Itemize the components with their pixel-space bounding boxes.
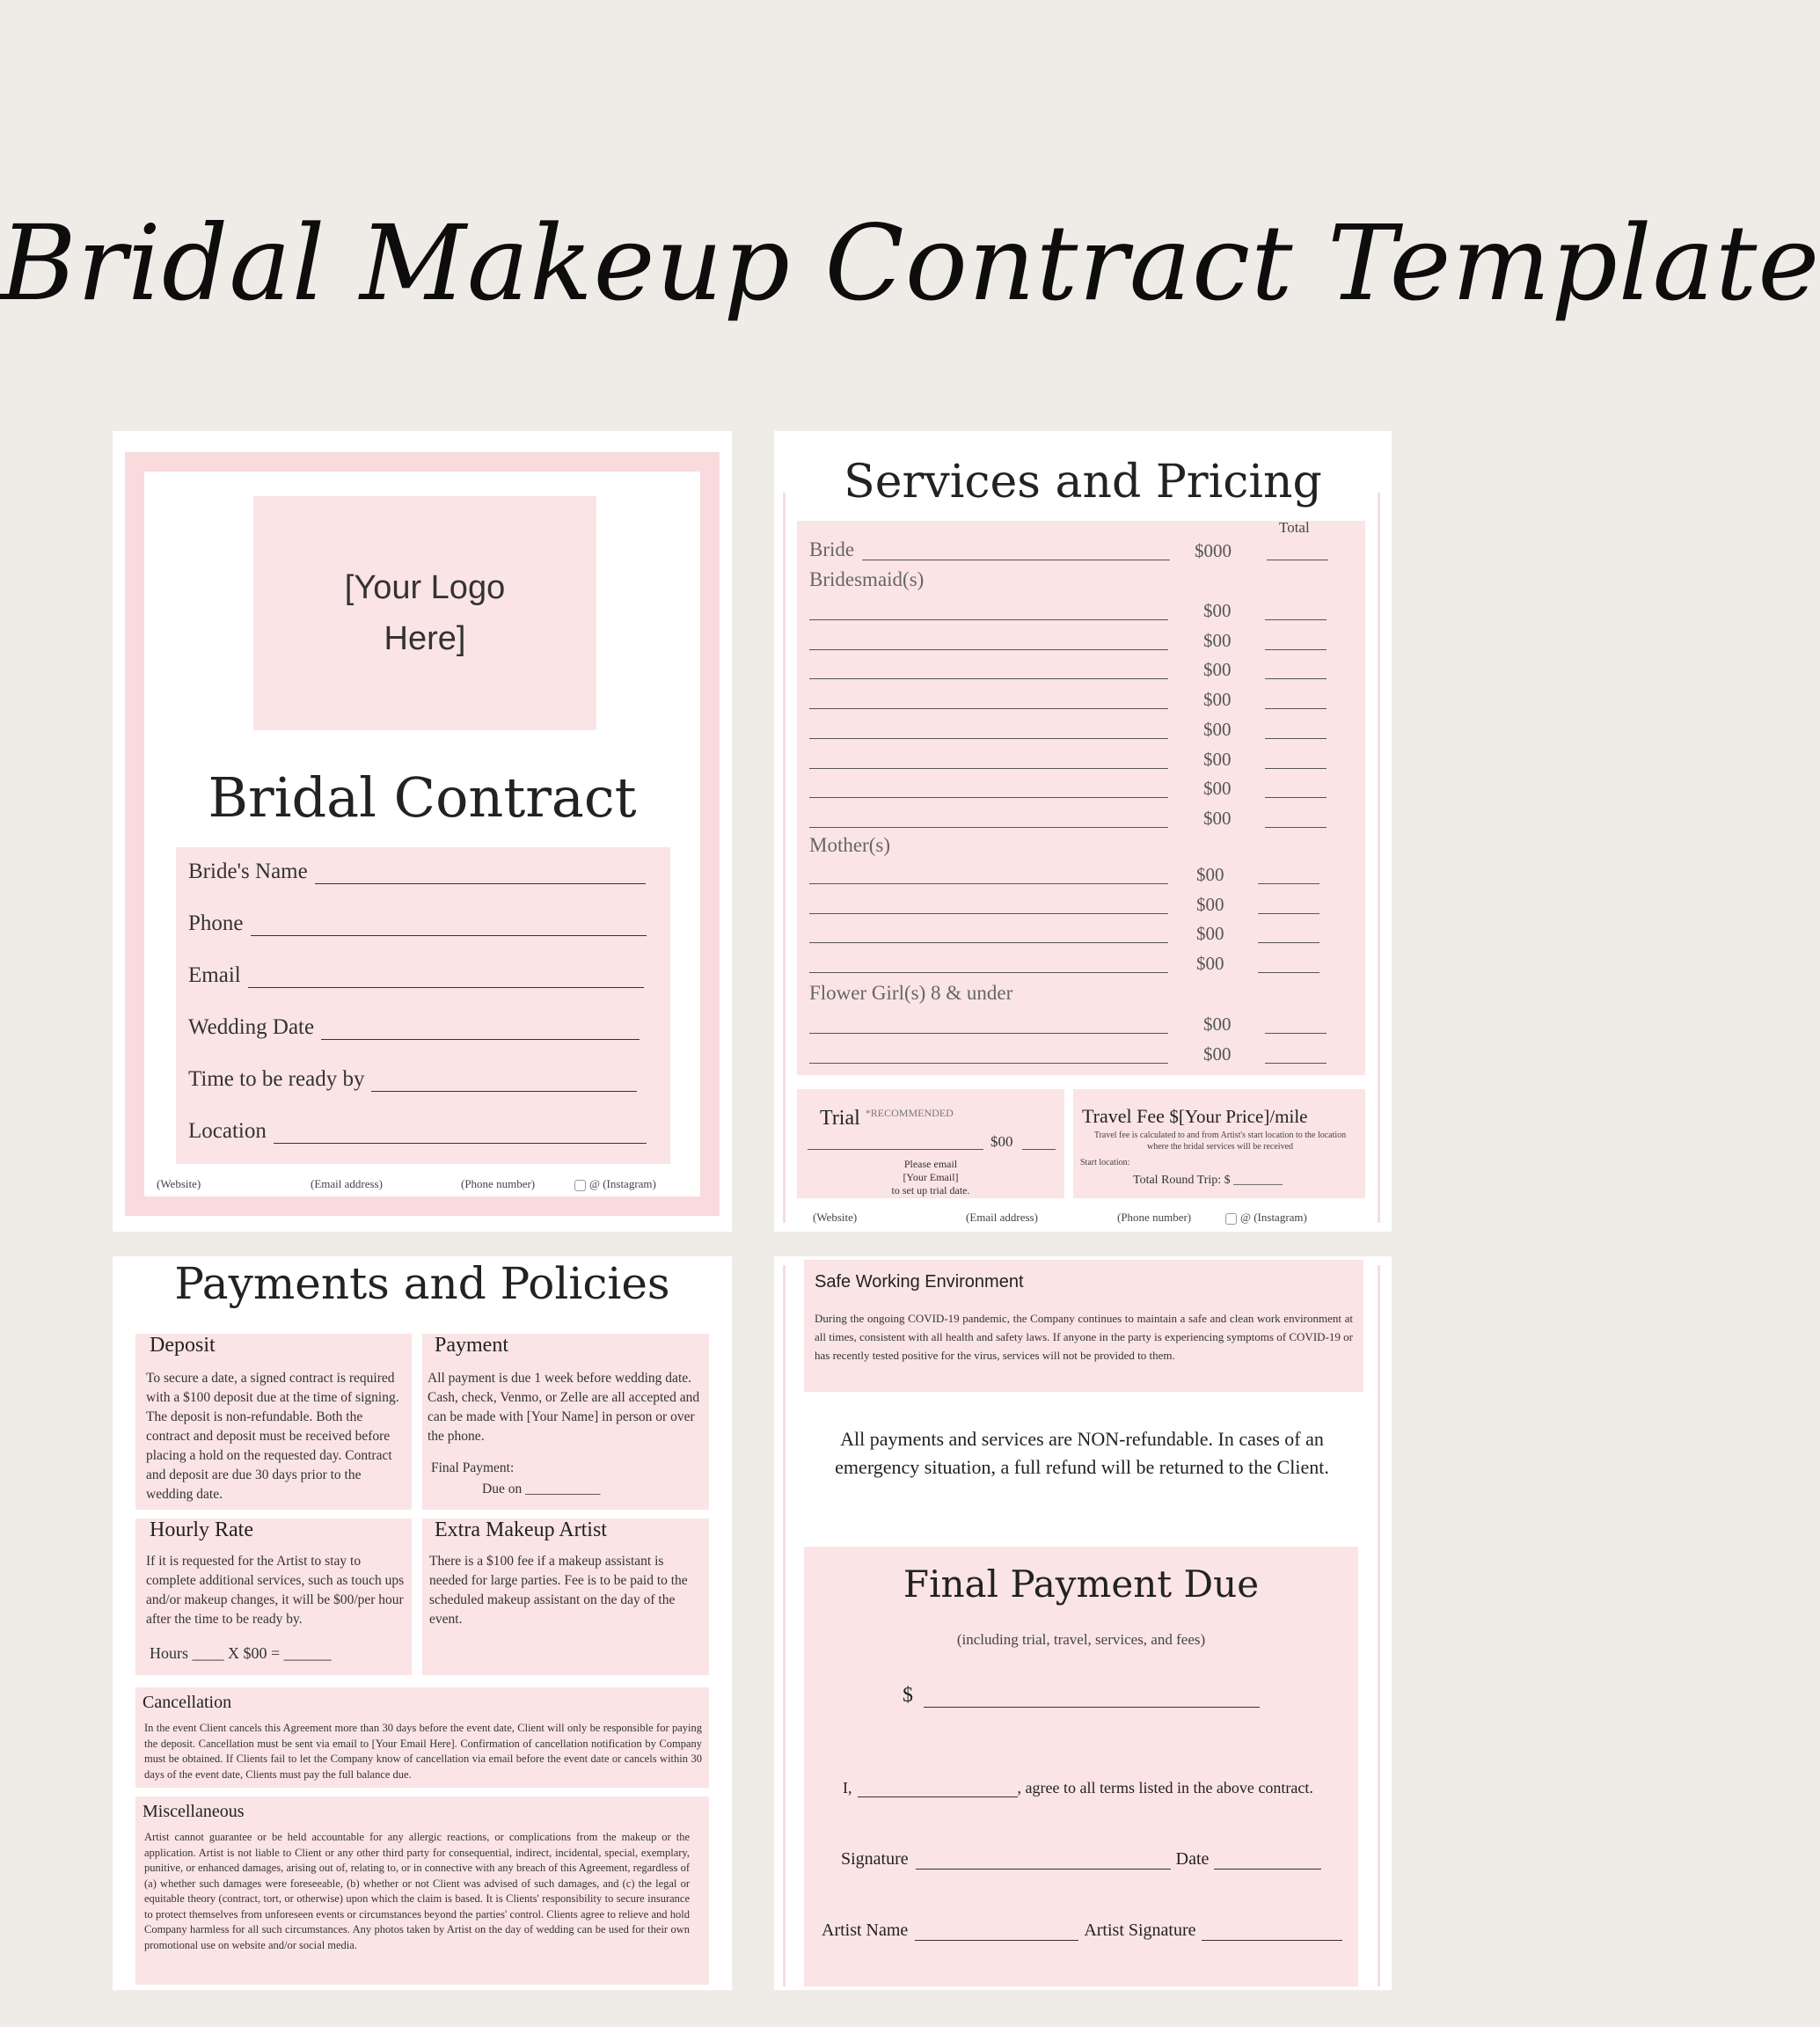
deposit-title: Deposit xyxy=(150,1334,216,1357)
bridesmaids-label: Bridesmaid(s) xyxy=(809,568,925,590)
service-price: $00 xyxy=(1203,600,1232,621)
service-price: $00 xyxy=(1196,864,1224,885)
refund-policy-text: All payments and services are NON-refundable. In cases of an emergency situation, a full refund will be returned to the Client. xyxy=(835,1428,1329,1478)
service-price: $00 xyxy=(1203,807,1232,829)
misc-box xyxy=(135,1796,709,1985)
service-price: $00 xyxy=(1196,923,1224,945)
service-price: $00 xyxy=(1203,659,1232,681)
field-email[interactable]: Email xyxy=(188,963,644,988)
service-price: $00 xyxy=(1203,748,1232,770)
payment-box xyxy=(422,1334,709,1510)
cancellation-text: In the event Client cancels this Agreement more than 30 days before the event date, Client will only be responsible for paying the deposit. Cancellation must be sent via email to [Your Email Here]. Confirmation of cancellation notification by Company must be obtained. If Clients fail to let the Company know of cancellation via email before the event date or cancels within 30 days of the event date, Clients must pay the full balance due. xyxy=(144,1722,702,1781)
footer-phone: (Phone number) xyxy=(1117,1211,1192,1224)
right-rule xyxy=(1378,1265,1380,1987)
instagram-icon xyxy=(1225,1213,1237,1225)
footer-phone: (Phone number) xyxy=(461,1177,536,1190)
hourly-title: Hourly Rate xyxy=(150,1518,253,1541)
extra-text: There is a $100 fee if a makeup assistant is needed for large parties. Fee is to be paid to the scheduled makeup assistant on the day of the event. xyxy=(429,1554,688,1627)
deposit-box xyxy=(135,1334,412,1510)
service-price: $00 xyxy=(1203,778,1232,800)
field-wedding-date[interactable]: Wedding Date xyxy=(188,1015,640,1040)
left-rule xyxy=(783,493,786,1223)
logo-text: [Your Logo Here] xyxy=(344,569,506,657)
hourly-text: If it is requested for the Artist to stay to complete additional services, such as touch ups and/or makeup changes, it will be $00/per hour after the time to be ready by. xyxy=(146,1554,405,1627)
trial-text-1: Please email xyxy=(903,1158,958,1170)
final-amount-field[interactable] xyxy=(903,1684,1260,1708)
payment-title: Payment xyxy=(435,1334,508,1357)
page-bridal-contract xyxy=(113,431,732,1232)
field-phone[interactable]: Phone xyxy=(188,911,647,936)
flower-girl-label: Flower Girl(s) 8 & under xyxy=(809,982,1013,1004)
trial-note: *RECOMMENDED xyxy=(865,1107,954,1119)
footer-email: (Email address) xyxy=(311,1177,383,1190)
instagram-icon xyxy=(574,1180,586,1191)
service-price: $00 xyxy=(1196,893,1224,915)
misc-text: Artist cannot guarantee or be held accountable for any allergic reactions, or complications from the makeup or the application. Artist is not liable to Client or any other third party for consequential, indirect, incidental, special, exemplary, punitive, or enhanced damages, arising out of, relating to, or in connective with any breach of this Agreement, regardless of (a) whether such damages were foreseeable, (b) whether or not Client was advised of such damages, and (c) the legal or equitable theory (contract, tort, or otherwise) upon which the claim is based. It is Clients' responsibility to secure insurance to protect themselves from unforeseen events or circumstances beyond the parties' control. Clients agree to relieve and hold Company harmless for all such circumstances. Any photos taken by Artist on the day of wedding can be used for their own promotional use on website and/or social media. xyxy=(144,1831,690,1951)
safe-text: During the ongoing COVID-19 pandemic, the Company continues to maintain a safe and clean work environment at all times, consistent with all health and safety laws. If anyone in the party is experiencing symptoms of COVID-19 or has recently tested positive for the virus, services will not be provided to them. xyxy=(815,1312,1353,1362)
field-time-ready[interactable]: Time to be ready by xyxy=(188,1067,637,1092)
left-rule xyxy=(783,1265,786,1987)
trial-label: Trial xyxy=(820,1107,860,1130)
page-services-pricing xyxy=(774,431,1392,1232)
service-price: $00 xyxy=(1203,689,1232,711)
travel-rate: $[Your Price]/mile xyxy=(1169,1106,1308,1127)
misc-title: Miscellaneous xyxy=(143,1802,245,1821)
total-label: Total xyxy=(1279,519,1310,536)
final-payment-sub: (including trial, travel, services, and fees) xyxy=(956,1631,1206,1648)
bride-price: $000 xyxy=(1195,540,1232,561)
travel-start: Start location: xyxy=(1080,1158,1130,1167)
cancellation-title: Cancellation xyxy=(143,1693,232,1712)
trial-price: $00 xyxy=(990,1133,1013,1150)
right-rule xyxy=(1378,493,1380,1223)
client-info-box xyxy=(176,847,670,1164)
final-payment-box xyxy=(804,1547,1358,1987)
artist-line[interactable]: Artist Name Artist Signature xyxy=(822,1921,1342,1941)
service-price: $00 xyxy=(1203,1014,1232,1035)
bride-label: Bride xyxy=(809,538,855,560)
mothers-label: Mother(s) xyxy=(809,834,890,856)
service-price: $00 xyxy=(1203,1043,1232,1065)
page-title: Payments and Policies xyxy=(174,1258,670,1309)
logo-placeholder xyxy=(253,496,596,730)
footer-instagram: @ (Instagram) xyxy=(574,1177,656,1191)
signature-line[interactable]: Signature Date xyxy=(841,1849,1321,1870)
service-price: $00 xyxy=(1196,953,1224,975)
field-brides-name[interactable]: Bride's Name xyxy=(188,860,646,884)
travel-box xyxy=(1073,1089,1365,1198)
main-title: Bridal Makeup Contract Template xyxy=(0,202,1820,324)
footer-instagram: @ (Instagram) xyxy=(1225,1211,1307,1225)
extra-title: Extra Makeup Artist xyxy=(435,1518,607,1541)
hourly-rate-box xyxy=(135,1518,412,1675)
page-final-payment xyxy=(774,1256,1392,1990)
safe-environment-box xyxy=(804,1260,1363,1392)
safe-title: Safe Working Environment xyxy=(815,1272,1024,1292)
trial-text-3: to set up trial date. xyxy=(891,1184,970,1196)
footer-website: (Website) xyxy=(157,1177,201,1190)
dollar-sign: $ xyxy=(903,1684,913,1707)
service-price: $00 xyxy=(1203,718,1232,740)
travel-note: Travel fee is calculated to and from Artist's start location to the location where the bridal services will be received xyxy=(1093,1131,1347,1152)
trial-box xyxy=(797,1089,1064,1198)
footer-website: (Website) xyxy=(813,1211,858,1224)
travel-total: Total Round Trip: $ ________ xyxy=(1133,1174,1283,1187)
cancellation-box xyxy=(135,1687,709,1788)
agreement-line[interactable]: I, , agree to all terms listed in the above contract. xyxy=(843,1779,1313,1796)
extra-artist-box xyxy=(422,1518,709,1675)
final-payment-title: Final Payment Due xyxy=(903,1562,1260,1606)
field-location[interactable]: Location xyxy=(188,1119,647,1144)
page-title: Bridal Contract xyxy=(208,765,637,830)
trial-text-2: [Your Email] xyxy=(903,1171,959,1183)
payment-final: Final Payment: xyxy=(431,1460,515,1475)
payment-due: Due on ___________ xyxy=(482,1482,601,1496)
page-payments-policies xyxy=(113,1256,732,1990)
hourly-formula: Hours ____ X $00 = ______ xyxy=(150,1644,332,1662)
page-title: Services and Pricing xyxy=(844,456,1322,509)
footer-email: (Email address) xyxy=(966,1211,1038,1224)
payment-text: All payment is due 1 week before wedding date. Cash, check, Venmo, or Zelle are all accepted and can be made with [Your Name] in person or over the phone. xyxy=(428,1371,700,1444)
travel-label: Travel Fee xyxy=(1082,1105,1165,1127)
deposit-text: To secure a date, a signed contract is required with a $100 deposit due at the time of signing. The deposit is non-refundable. Both the contract and deposit must be received before placing a hold on the requested day. Contract and deposit are due 30 days prior to the wedding date. xyxy=(146,1371,399,1502)
service-price: $00 xyxy=(1203,629,1232,651)
